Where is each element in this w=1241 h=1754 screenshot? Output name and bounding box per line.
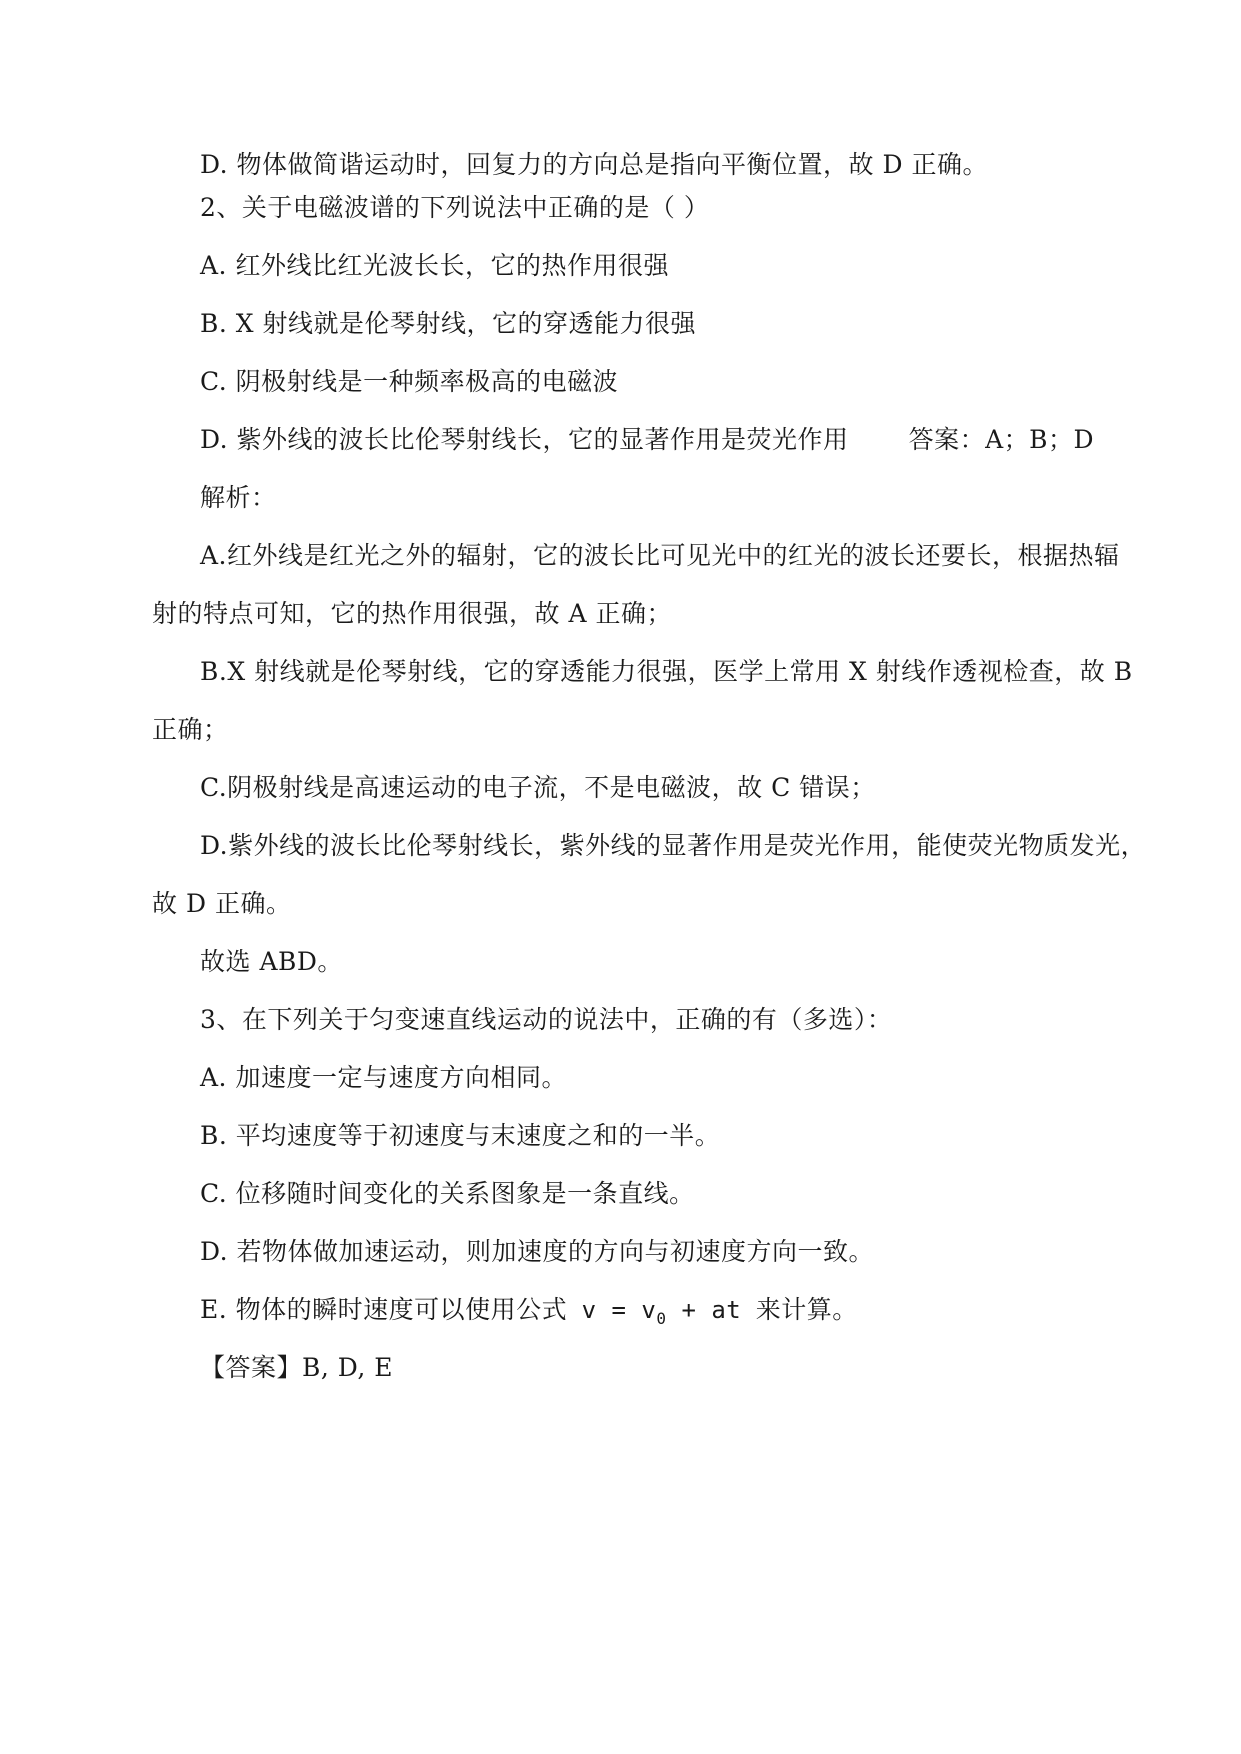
formula-v-part: v = v (581, 1296, 657, 1324)
q2-conclusion: 故选 ABD。 (200, 947, 343, 976)
q2-option-a: A. 红外线比红光波长长，它的热作用很强 (200, 251, 669, 280)
q3-answer: 【答案】B, D, E (200, 1353, 394, 1382)
q2-explanation-d-line1: D.紫外线的波长比伦琴射线长，紫外线的显著作用是荧光作用，能使荧光物质发光， (200, 831, 1147, 860)
q3-option-a: A. 加速度一定与速度方向相同。 (200, 1063, 567, 1092)
q3-option-b: B. 平均速度等于初速度与末速度之和的一半。 (200, 1121, 721, 1150)
q3-option-e (200, 1295, 858, 1334)
q2-option-d: D. 紫外线的波长比伦琴射线长，它的显著作用是荧光作用 (200, 425, 849, 454)
q2-option-b: B. X 射线就是伦琴射线，它的穿透能力很强 (200, 309, 697, 338)
q2-stem: 2、关于电磁波谱的下列说法中正确的是（ ） (200, 193, 710, 222)
q2-option-c: C. 阴极射线是一种频率极高的电磁波 (200, 367, 619, 396)
q2-explanation-a-line1: A.红外线是红光之外的辐射，它的波长比可见光中的红光的波长还要长，根据热辐 (200, 541, 1120, 570)
q3-stem: 3、在下列关于匀变速直线运动的说法中，正确的有（多选）： (200, 1005, 893, 1034)
q2-explanation-c: C.阴极射线是高速运动的电子流，不是电磁波，故 C 错误； (200, 773, 876, 802)
q3-option-e-suffix: 来计算。 (755, 1295, 858, 1324)
formula-rest: + at (666, 1296, 742, 1324)
q2-explanation-a-line2: 射的特点可知，它的热作用很强，故 A 正确； (152, 599, 672, 628)
formula-subscript: 0 (656, 1308, 667, 1328)
q2-answer: 答案：A；B；D (908, 425, 1095, 454)
q3-option-c: C. 位移随时间变化的关系图象是一条直线。 (200, 1179, 695, 1208)
q2-analysis-label: 解析： (200, 483, 277, 512)
q2-explanation-d-line2: 故 D 正确。 (152, 889, 292, 918)
velocity-formula (581, 1296, 742, 1328)
q2-explanation-b-line1: B.X 射线就是伦琴射线，它的穿透能力很强，医学上常用 X 射线作透视检查，故 B (200, 657, 1133, 686)
q2-explanation-b-line2: 正确； (152, 715, 229, 744)
q3-option-e-prefix: E. 物体的瞬时速度可以使用公式 (200, 1295, 568, 1324)
prev-option-d: D. 物体做简谐运动时，回复力的方向总是指向平衡位置，故 D 正确。 (200, 150, 988, 179)
q3-option-d: D. 若物体做加速运动，则加速度的方向与初速度方向一致。 (200, 1237, 875, 1266)
q2-option-d-row (200, 425, 1094, 455)
